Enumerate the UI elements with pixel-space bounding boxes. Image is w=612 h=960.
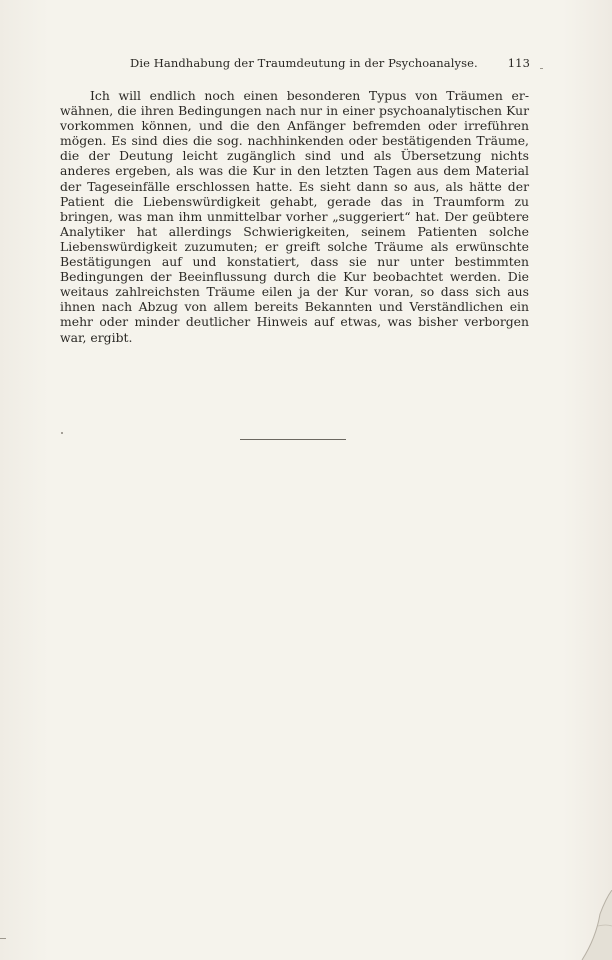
body-paragraph: Ich will endlich noch einen besonderen Typus von Träumen erwähnen, die ihren Bedingungen nach nur in einer psychoanalytischen Kur vorkommen können, und die den Anfänger befremden oder irreführen mögen. Es sind dies die sog. nachhinkenden oder bestätigenden Träume, die der Deutung leicht zugänglich sind und als Übersetzung nichts anderes ergeben, als was die Kur in den letzten Tagen aus dem Material der Tageseinfälle erschlossen hatte. Es sieht dann so aus, als hätte der Patient die Liebenswürdigkeit gehabt, gerade das in Traumform zu bringen, was man ihm unmittelbar vorher „suggeriert“ hat. Der geübtere Analytiker hat allerdings Schwierigkeiten, seinem Patienten solche Liebenswürdigkeit zuzumuten; er greift solche Träume als erwünschte Bestätigungen auf und konstatiert, dass sie nur unter bestimmten Bedingungen der Beeinflussung durch die Kur beobachtet werden. Die weitaus zahlreichsten Träume eilen ja der Kur voran, so dass sich aus ihnen nach Abzug von allem bereits Bekannten und Verständlichen ein mehr oder minder deutlicher Hinweis auf etwas, was bisher verborgen war, ergibt. [60,88,529,345]
running-title: Die Handhabung der Traumdeutung in der Psychoanalyse. [130,56,478,70]
margin-mark [540,68,543,69]
page-number: 113 [507,56,530,70]
page-corner-curl [562,890,612,960]
running-head [130,56,530,72]
margin-mark [0,938,6,939]
ink-speck [61,432,63,434]
section-end-rule [240,439,346,440]
